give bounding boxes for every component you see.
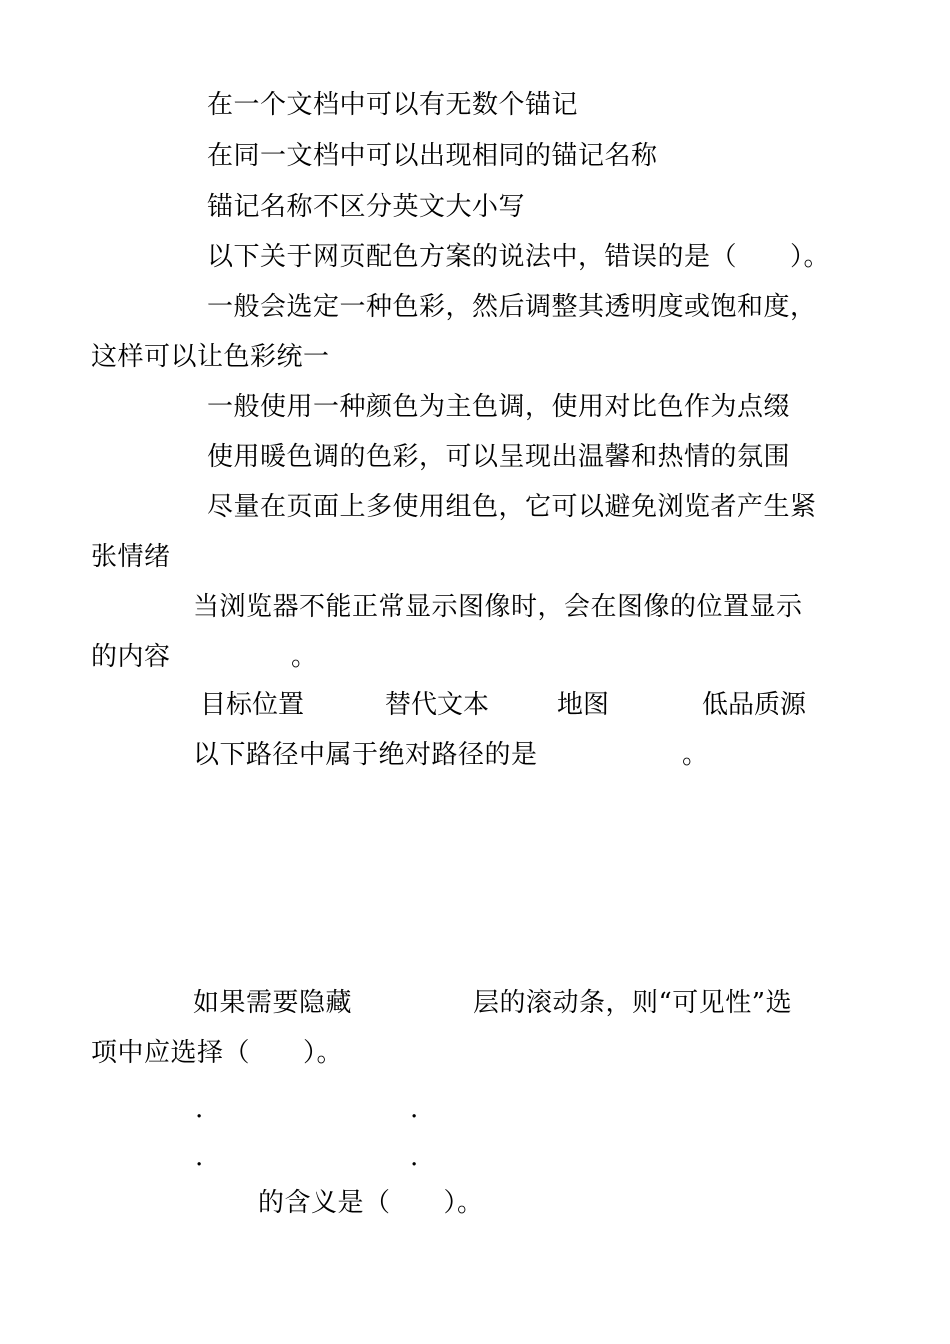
- meaning-question-stem: 的含义是（ ）。: [258, 1188, 484, 1218]
- scroll-option-dot-a: .: [195, 1094, 204, 1124]
- path-question-stem-end: 。: [682, 740, 709, 770]
- image-option-c: 地图: [557, 690, 610, 720]
- image-option-a: 目标位置: [200, 690, 305, 720]
- scroll-question-stem-part2: 层的滚动条，则“可见性”选: [473, 988, 793, 1018]
- image-question-stem-line2: 的内容: [91, 642, 171, 672]
- scroll-option-dot-d: .: [410, 1142, 419, 1172]
- scroll-option-dot-c: .: [195, 1142, 204, 1172]
- image-option-b: 替代文本: [385, 690, 490, 720]
- scroll-question-stem-line2: 项中应选择（ ）。: [91, 1038, 344, 1068]
- scroll-option-dot-b: .: [410, 1094, 419, 1124]
- palette-option-a-line2: 这样可以让色彩统一: [91, 342, 330, 372]
- palette-option-d-line1: 尽量在页面上多使用组色，它可以避免浏览者产生紧: [207, 492, 817, 522]
- anchor-option-b: 在同一文档中可以出现相同的锚记名称: [207, 141, 658, 171]
- palette-option-d-line2: 张情绪: [91, 542, 171, 572]
- image-question-stem-end: 。: [291, 642, 318, 672]
- image-question-stem-line1: 当浏览器不能正常显示图像时，会在图像的位置显示: [193, 592, 803, 622]
- path-question-stem: 以下路径中属于绝对路径的是: [193, 740, 538, 770]
- anchor-option-c: 锚记名称不区分英文大小写: [207, 192, 526, 222]
- palette-option-c: 使用暖色调的色彩，可以呈现出温馨和热情的氛围: [207, 442, 791, 472]
- scroll-question-stem-part1: 如果需要隐藏: [193, 988, 353, 1018]
- palette-option-a-line1: 一般会选定一种色彩，然后调整其透明度或饱和度，: [207, 292, 817, 322]
- image-option-d: 低品质源: [702, 690, 807, 720]
- anchor-option-a: 在一个文档中可以有无数个锚记: [207, 90, 579, 120]
- palette-option-b: 一般使用一种颜色为主色调，使用对比色作为点缀: [207, 392, 791, 422]
- palette-question-stem: 以下关于网页配色方案的说法中，错误的是（ ）。: [207, 242, 831, 272]
